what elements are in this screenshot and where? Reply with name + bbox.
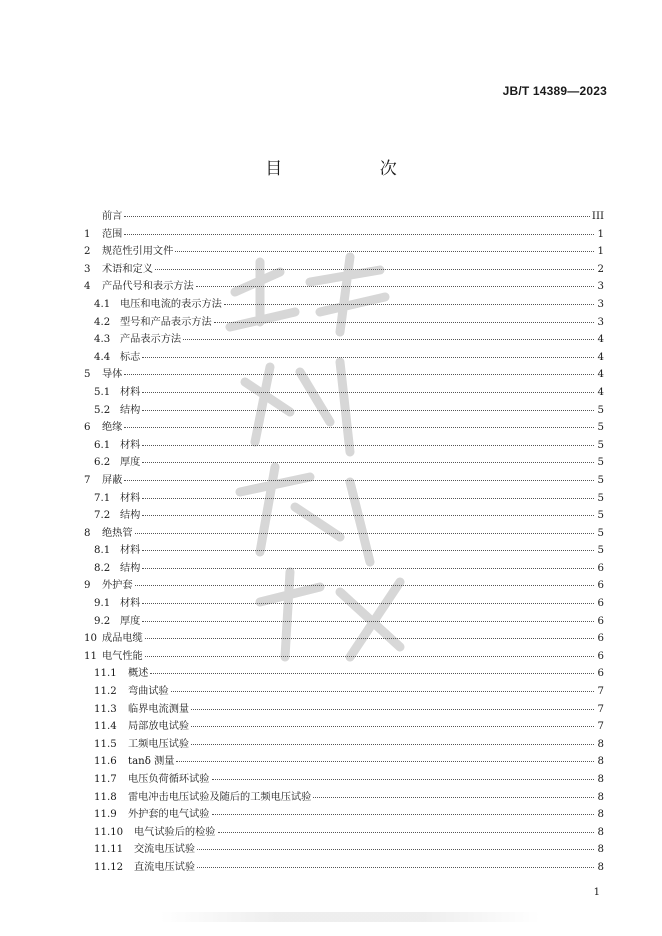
toc-entry-label: 外护套 — [102, 580, 133, 592]
toc-leader-dots — [142, 557, 594, 569]
toc-entry-page: 8 — [597, 756, 604, 768]
toc-entry-number: 5.1 — [94, 386, 111, 398]
toc-entry-number: 5 — [84, 369, 91, 381]
toc-leader-dots — [142, 451, 594, 463]
toc-entry-label: 弯曲试验 — [128, 686, 169, 698]
page-title: 目 次 — [265, 159, 443, 179]
toc-entry-label: 材料 — [120, 386, 141, 398]
toc-entry-page: 7 — [597, 703, 604, 715]
toc-entry-number: 9 — [84, 580, 91, 592]
toc-leader-dots — [214, 311, 594, 323]
toc-entry-label: 雷电冲击电压试验及随后的工频电压试验 — [128, 791, 312, 803]
toc-entry-label: 概述 — [128, 668, 149, 680]
toc-entry-number: 11.7 — [94, 774, 117, 785]
toc-entry-number: 11.11 — [94, 844, 124, 856]
toc-leader-dots — [142, 381, 594, 393]
toc-entry-label: 结构 — [120, 562, 141, 574]
toc-entry-label: 标志 — [120, 351, 141, 363]
toc-entry-page: 4 — [597, 351, 604, 363]
toc-leader-dots — [124, 223, 594, 235]
toc-entry-number: 4.2 — [94, 316, 111, 328]
toc-leader-dots — [197, 838, 594, 850]
toc-entry-number: 7 — [84, 474, 91, 486]
toc-leader-dots — [171, 680, 594, 692]
toc-entry-page: 6 — [597, 615, 604, 627]
toc-entry-page: 6 — [597, 598, 604, 610]
toc-entry-page: 8 — [597, 826, 604, 838]
toc-entry-page: 4 — [597, 369, 604, 381]
toc-entry-number: 8.1 — [94, 545, 111, 557]
table-of-contents — [84, 207, 604, 876]
toc-entry-page: 5 — [597, 527, 604, 539]
toc-entry-page: 8 — [597, 844, 604, 856]
toc-entry-label: 工频电压试验 — [128, 738, 190, 750]
toc-entry-label: 厚度 — [120, 615, 141, 627]
toc-entry-number: 8 — [84, 527, 91, 539]
toc-entry-label: 规范性引用文件 — [102, 246, 174, 258]
toc-entry-page: 2 — [597, 263, 604, 275]
toc-leader-dots — [124, 205, 590, 217]
toc-entry-page: 6 — [597, 650, 604, 662]
toc-entry-label: 屏蔽 — [102, 474, 123, 486]
toc-entry-page: III — [591, 211, 604, 222]
toc-entry-label: 电压负荷循环试验 — [128, 774, 210, 785]
toc-entry-page: 8 — [597, 791, 604, 803]
toc-entry-number: 11 — [84, 650, 97, 662]
toc-entry-label: 局部放电试验 — [128, 721, 190, 733]
toc-entry-page: 6 — [597, 562, 604, 574]
toc-entry-label: 范围 — [102, 228, 123, 240]
toc-entry-number: 1 — [84, 228, 91, 240]
toc-leader-dots — [176, 750, 594, 762]
toc-entry-label: 成品电缆 — [102, 633, 143, 645]
toc-entry-label: 交流电压试验 — [134, 844, 196, 856]
toc-entry-page: 4 — [597, 386, 604, 398]
toc-leader-dots — [124, 363, 594, 375]
toc-entry-page: 7 — [597, 721, 604, 733]
toc-leader-dots — [124, 416, 594, 428]
toc-entry-number: 9.2 — [94, 615, 111, 627]
toc-entry-label: 结构 — [120, 510, 141, 522]
toc-entry-number: 11.10 — [94, 826, 124, 838]
toc-entry-page: 8 — [597, 809, 604, 821]
toc-entry-number: 7.2 — [94, 510, 111, 522]
toc-entry-label: 绝缘 — [102, 422, 123, 434]
toc-leader-dots — [142, 592, 594, 604]
toc-leader-dots — [191, 715, 594, 727]
toc-entry-label: 术语和定义 — [102, 263, 153, 275]
toc-entry-label: 结构 — [120, 404, 141, 416]
toc-entry-page: 5 — [597, 545, 604, 557]
toc-entry-label: 导体 — [102, 369, 123, 381]
toc-entry-number: 8.2 — [94, 562, 111, 574]
toc-entry-number: 5.2 — [94, 404, 111, 416]
toc-entry-page: 6 — [597, 668, 604, 680]
toc-entry-page: 5 — [597, 510, 604, 522]
toc-leader-dots — [142, 504, 594, 516]
toc-leader-dots — [212, 768, 595, 780]
toc-entry-number: 6.1 — [94, 439, 111, 451]
toc-entry-page: 7 — [597, 686, 604, 698]
toc-leader-dots — [313, 786, 594, 798]
toc-leader-dots — [142, 346, 594, 358]
toc-entry-label: 材料 — [120, 492, 141, 504]
toc-entry-page: 4 — [597, 334, 604, 346]
toc-leader-dots — [175, 240, 594, 252]
toc-entry-page: 5 — [597, 404, 604, 416]
toc-entry-page: 8 — [597, 738, 604, 750]
toc-leader-dots — [191, 698, 594, 710]
toc-leader-dots — [150, 662, 594, 674]
toc-leader-dots — [183, 328, 594, 340]
toc-leader-dots — [142, 434, 594, 446]
toc-entry-number: 11.4 — [94, 721, 117, 733]
toc-entry-page: 3 — [597, 298, 604, 310]
toc-entry-number: 4.3 — [94, 334, 111, 346]
toc-entry-label: 绝热管 — [102, 527, 133, 539]
toc-entry-number: 11.8 — [94, 791, 117, 803]
toc-entry-number: 11.5 — [94, 738, 117, 750]
toc-entry-label: 直流电压试验 — [134, 861, 196, 873]
toc-entry-number: 4.1 — [94, 298, 111, 310]
toc-leader-dots — [135, 574, 594, 586]
toc-entry-number: 10 — [84, 633, 97, 645]
toc-entry-number: 6 — [84, 422, 91, 434]
toc-entry-number: 4.4 — [94, 351, 111, 363]
toc-leader-dots — [145, 627, 594, 639]
page-number: 1 — [593, 887, 600, 898]
toc-entry-number: 11.6 — [94, 756, 117, 768]
toc-entry-page: 5 — [597, 422, 604, 434]
toc-entry[interactable] — [84, 858, 604, 876]
toc-entry-label: 电气性能 — [102, 650, 143, 662]
toc-leader-dots — [155, 258, 594, 270]
toc-entry-number: 11.3 — [94, 703, 117, 715]
toc-leader-dots — [224, 293, 594, 305]
toc-leader-dots — [218, 821, 595, 833]
toc-entry-label: 电气试验后的检验 — [134, 826, 216, 838]
toc-entry-page: 3 — [597, 281, 604, 293]
toc-entry-label: 电压和电流的表示方法 — [120, 298, 222, 310]
toc-leader-dots — [135, 522, 594, 534]
scan-artifact — [160, 912, 540, 922]
toc-leader-dots — [145, 645, 594, 657]
toc-leader-dots — [197, 856, 594, 868]
toc-entry-page: 1 — [597, 228, 604, 240]
toc-entry-page: 3 — [597, 316, 604, 328]
toc-entry-number: 4 — [84, 281, 91, 293]
toc-leader-dots — [191, 733, 594, 745]
toc-leader-dots — [142, 399, 594, 411]
toc-leader-dots — [142, 610, 594, 622]
toc-entry-page: 6 — [597, 633, 604, 645]
toc-leader-dots — [142, 487, 594, 499]
toc-entry-label: tanδ 测量 — [128, 756, 175, 768]
toc-entry-label: 厚度 — [120, 457, 141, 469]
toc-entry-page: 1 — [597, 246, 604, 258]
toc-entry-number: 11.12 — [94, 861, 124, 873]
toc-entry-page: 5 — [597, 492, 604, 504]
toc-entry-number: 11.2 — [94, 686, 117, 698]
toc-entry-number: 2 — [84, 246, 91, 258]
toc-entry-label: 前言 — [102, 211, 123, 222]
toc-entry-page: 6 — [597, 580, 604, 592]
toc-entry-page: 5 — [597, 474, 604, 486]
toc-entry-label: 型号和产品表示方法 — [120, 316, 212, 328]
toc-entry-page: 5 — [597, 457, 604, 469]
toc-entry-label: 临界电流测量 — [128, 703, 190, 715]
toc-entry-number: 3 — [84, 263, 91, 275]
toc-entry-page: 8 — [597, 861, 604, 873]
toc-entry-label: 材料 — [120, 598, 141, 610]
standard-code: JB/T 14389—2023 — [502, 84, 607, 98]
toc-entry-label: 材料 — [120, 545, 141, 557]
toc-entry-page: 5 — [597, 439, 604, 451]
toc-entry-number: 6.2 — [94, 457, 111, 469]
toc-leader-dots — [142, 539, 594, 551]
toc-entry-number: 11.1 — [94, 668, 117, 680]
toc-leader-dots — [212, 803, 595, 815]
toc-entry-page: 8 — [597, 774, 604, 785]
toc-entry-label: 外护套的电气试验 — [128, 809, 210, 821]
toc-entry-number: 9.1 — [94, 598, 111, 610]
toc-entry-number: 7.1 — [94, 492, 111, 504]
toc-leader-dots — [196, 275, 594, 287]
toc-entry-label: 产品代号和表示方法 — [102, 281, 194, 293]
toc-entry-label: 产品表示方法 — [120, 334, 182, 346]
toc-entry-label: 材料 — [120, 439, 141, 451]
toc-leader-dots — [124, 469, 594, 481]
toc-entry-number: 11.9 — [94, 809, 117, 821]
